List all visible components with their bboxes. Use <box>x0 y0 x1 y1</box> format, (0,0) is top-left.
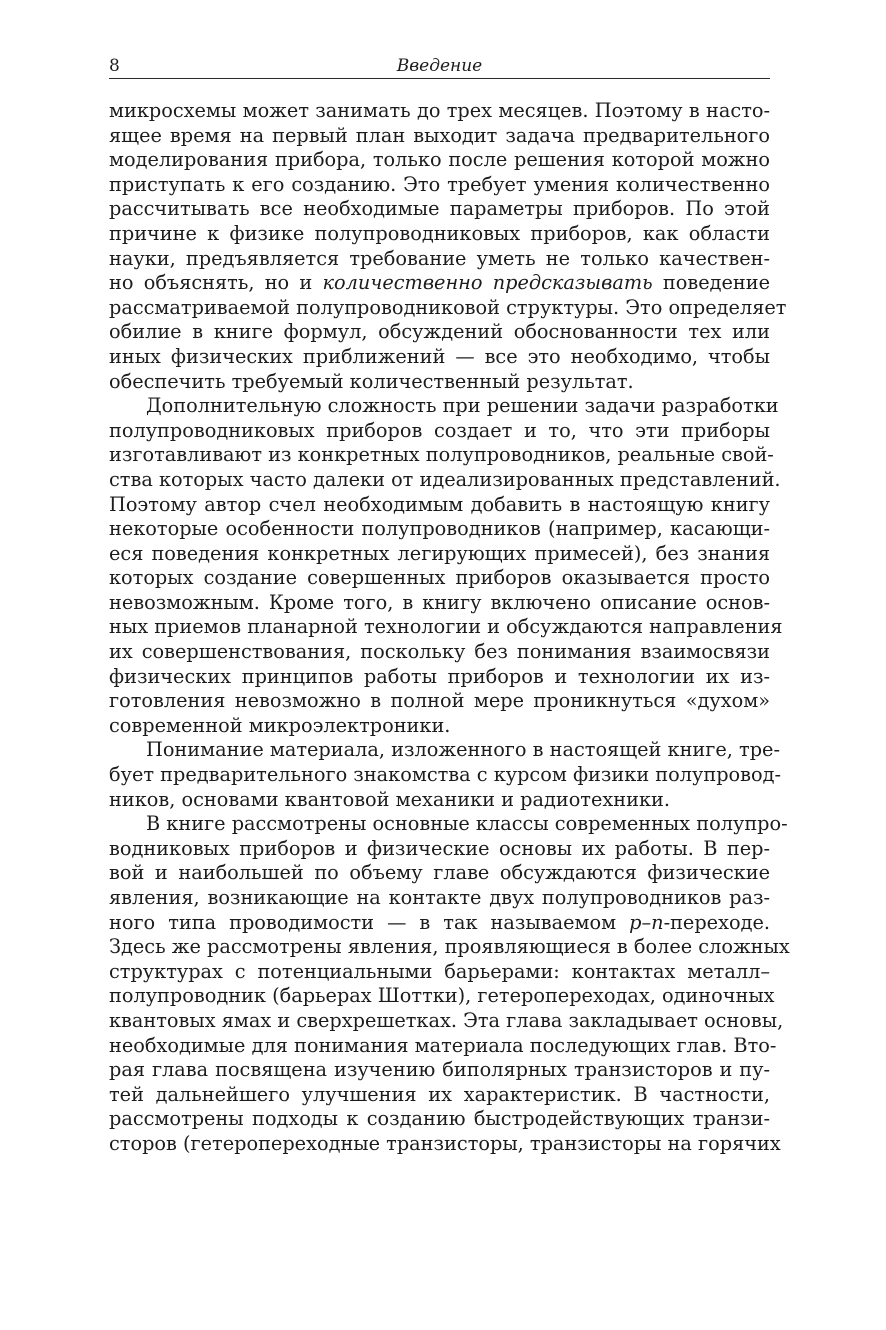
text-run: ного типа проводимости — в так называемом <box>109 910 630 934</box>
text-line: водниковых приборов и физические основы их работы. В пер- <box>109 836 770 860</box>
text-line: тей дальнейшего улучшения их характеристик. В частности, <box>109 1082 770 1106</box>
text-line: приступать к его созданию. Это требует умения количественно <box>109 172 770 196</box>
text-line: их совершенствования, поскольку без понимания взаимосвязи <box>109 640 770 664</box>
text-line: сторов (гетеропереходные транзисторы, транзисторы на горячих <box>109 1131 781 1155</box>
text-line: физических принципов работы приборов и технологии их из- <box>109 664 770 688</box>
text-line: Поэтому автор счел необходимым добавить в настоящую книгу <box>109 492 770 516</box>
text-line: рассчитывать все необходимые параметры приборов. По этой <box>109 197 770 221</box>
page-number: 8 <box>109 56 120 76</box>
text-line: Дополнительную сложность при решении задачи разработки <box>146 394 779 418</box>
italic-emphasis: количественно предсказывать <box>322 271 653 295</box>
text-run: но объяснять, но и <box>109 271 323 295</box>
text-line: иных физических приближений — все это необходимо, чтобы <box>109 344 770 368</box>
text-line: бует предварительного знакомства с курсом физики полупровод- <box>109 763 782 787</box>
text-line: явления, возникающие на контакте двух полупроводников раз- <box>109 886 770 909</box>
text-line: полупроводник (барьерах Шоттки), гетеропереходах, одиночных <box>109 984 775 1008</box>
text-line: рассмотрены подходы к созданию быстродействующих транзи- <box>109 1107 770 1131</box>
running-header <box>109 56 770 79</box>
text-line: В книге рассмотрены основные классы современных полупро- <box>146 812 788 836</box>
running-title: Введение <box>396 56 483 76</box>
text-line: современной микроэлектроники. <box>109 713 451 737</box>
text-line: причине к физике полупроводниковых приборов, как области <box>109 221 770 245</box>
text-line: науки, предъявляется требование уметь не только качествен- <box>109 246 770 270</box>
text-line: моделирования прибора, только после решения которой можно <box>109 148 770 172</box>
text-line: обилие в книге формул, обсуждений обоснованности тех или <box>109 320 770 344</box>
text-line <box>109 911 770 936</box>
paragraph <box>109 394 783 738</box>
text-line: квантовых ямах и сверхрешетках. Эта глава закладывает основы, <box>109 1008 784 1032</box>
text-line: структурах с потенциальными барьерами: контактах металл– <box>109 959 770 983</box>
text-line: полупроводниковых приборов создает и то, что эти приборы <box>109 418 770 442</box>
text-line: рая глава посвящена изучению биполярных транзисторов и пу- <box>109 1058 770 1082</box>
text-line: обеспечить требуемый количественный результат. <box>109 369 634 393</box>
body-text <box>109 99 790 1157</box>
text-line: ников, основами квантовой механики и радиотехники. <box>109 787 670 811</box>
text-line: ящее время на первый план выходит задача предварительного <box>109 123 770 147</box>
text-run: поведение <box>652 271 771 295</box>
text-line: микросхемы может занимать до трех месяцев. Поэтому в насто- <box>109 99 770 122</box>
text-line <box>109 271 770 296</box>
text-line: Понимание материала, изложенного в настоящей книге, тре- <box>146 738 780 762</box>
text-line: которых создание совершенных приборов оказывается просто <box>109 566 770 590</box>
text-line: Здесь же рассмотрены явления, проявляющиеся в более сложных <box>109 935 790 959</box>
text-run: -переходе. <box>663 910 770 934</box>
paragraph <box>109 812 790 1156</box>
text-line: ства которых часто далеки от идеализированных представлений. <box>109 467 781 491</box>
text-line: изготавливают из конкретных полупроводников, реальные свой- <box>109 443 774 467</box>
text-line: некоторые особенности полупроводников (например, касающи- <box>109 517 770 541</box>
text-line: готовления невозможно в полной мере проникнуться «духом» <box>109 689 770 713</box>
text-line: еся поведения конкретных легирующих примесей), без знания <box>109 541 770 565</box>
text-line: необходимые для понимания материала последующих глав. Вто- <box>109 1033 777 1057</box>
text-line: рассматриваемой полупроводниковой структуры. Это определяет <box>109 295 787 319</box>
paragraph <box>109 99 787 394</box>
text-line: вой и наибольшей по объему главе обсуждаются физические <box>109 861 770 885</box>
text-line: ных приемов планарной технологии и обсуждаются направления <box>109 615 783 639</box>
paragraph <box>109 738 782 812</box>
text-line: невозможным. Кроме того, в книгу включено описание основ- <box>109 590 770 614</box>
italic-emphasis: p–n <box>629 910 664 934</box>
